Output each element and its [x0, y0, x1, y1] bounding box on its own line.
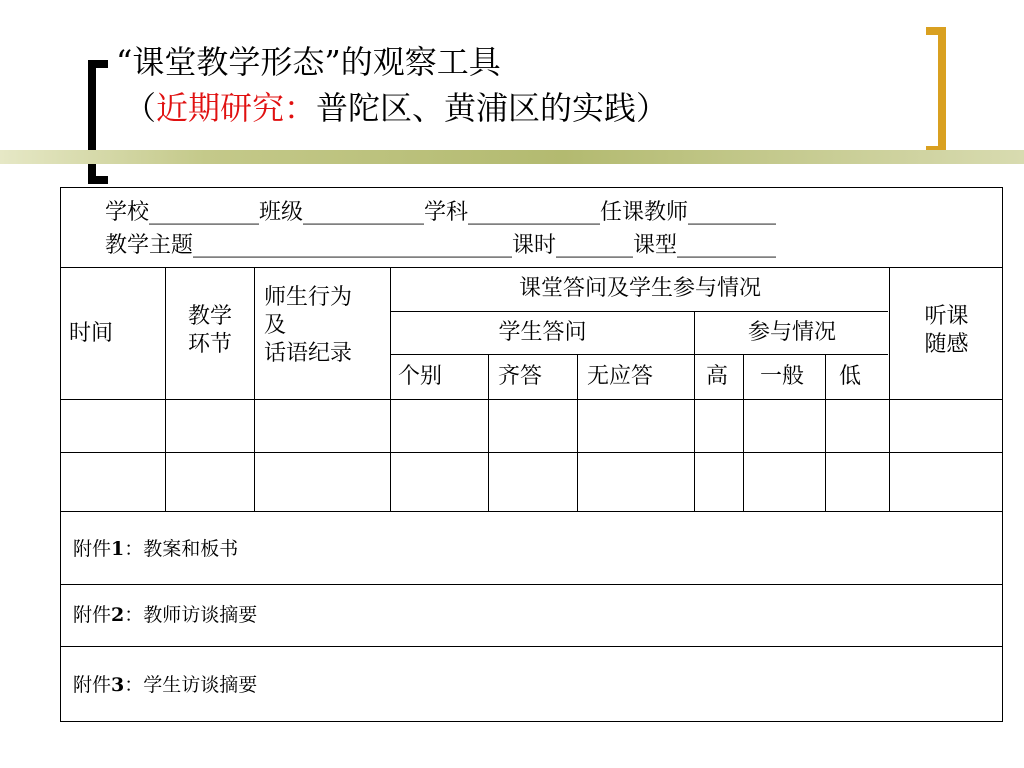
header-feeling-line-2: 随感	[924, 332, 969, 357]
header-stage-line-1: 教学	[187, 304, 232, 329]
header-individual: 个别	[398, 364, 443, 389]
header-participation: 参与情况	[747, 320, 836, 345]
header-feeling-line-1: 听课	[924, 304, 969, 329]
header-behavior-line-3: 话语纪录	[264, 341, 353, 366]
subtitle-highlight: 近期研究：	[156, 89, 317, 127]
header-medium: 一般	[760, 364, 805, 389]
attachment-3: 附件3：学生访谈摘要	[73, 674, 258, 696]
header-student-answer: 学生答问	[498, 320, 587, 345]
header-group-title: 课堂答问及学生参与情况	[518, 276, 761, 301]
form-info-line-2: 教学主题_____________________________课时_______课型_________	[105, 233, 777, 258]
right-bracket-decoration	[926, 27, 946, 154]
divider	[61, 584, 1002, 585]
header-behavior-line-1: 师生行为	[264, 285, 353, 310]
divider	[577, 354, 578, 511]
divider	[743, 354, 744, 511]
divider	[61, 511, 1002, 512]
header-stage-line-2: 环节	[187, 332, 232, 357]
header-chorus: 齐答	[498, 364, 543, 389]
divider	[254, 267, 255, 511]
divider	[488, 354, 489, 511]
header-high: 高	[706, 364, 729, 389]
form-info-line-1: 学校__________班级___________学科____________任课教师________	[105, 200, 777, 225]
divider	[825, 354, 826, 511]
divider	[61, 452, 1002, 453]
title-stripe	[0, 150, 1024, 164]
attachment-2: 附件2：教师访谈摘要	[73, 604, 258, 626]
divider	[390, 267, 391, 511]
divider	[390, 354, 888, 355]
divider	[61, 646, 1002, 647]
left-bracket-decoration	[88, 60, 108, 184]
observation-form	[60, 187, 1003, 722]
header-time: 时间	[69, 321, 114, 346]
divider	[61, 399, 1002, 400]
header-no-answer: 无应答	[587, 364, 654, 389]
divider	[61, 267, 1002, 268]
header-low: 低	[839, 364, 862, 389]
page-title: “课堂教学形态”的观察工具	[116, 43, 501, 81]
divider	[390, 311, 888, 312]
page-subtitle: （近期研究：普陀区、黄浦区的实践）	[124, 89, 669, 127]
header-behavior-line-2: 及	[264, 313, 287, 338]
attachment-1: 附件1：教案和板书	[73, 538, 239, 560]
